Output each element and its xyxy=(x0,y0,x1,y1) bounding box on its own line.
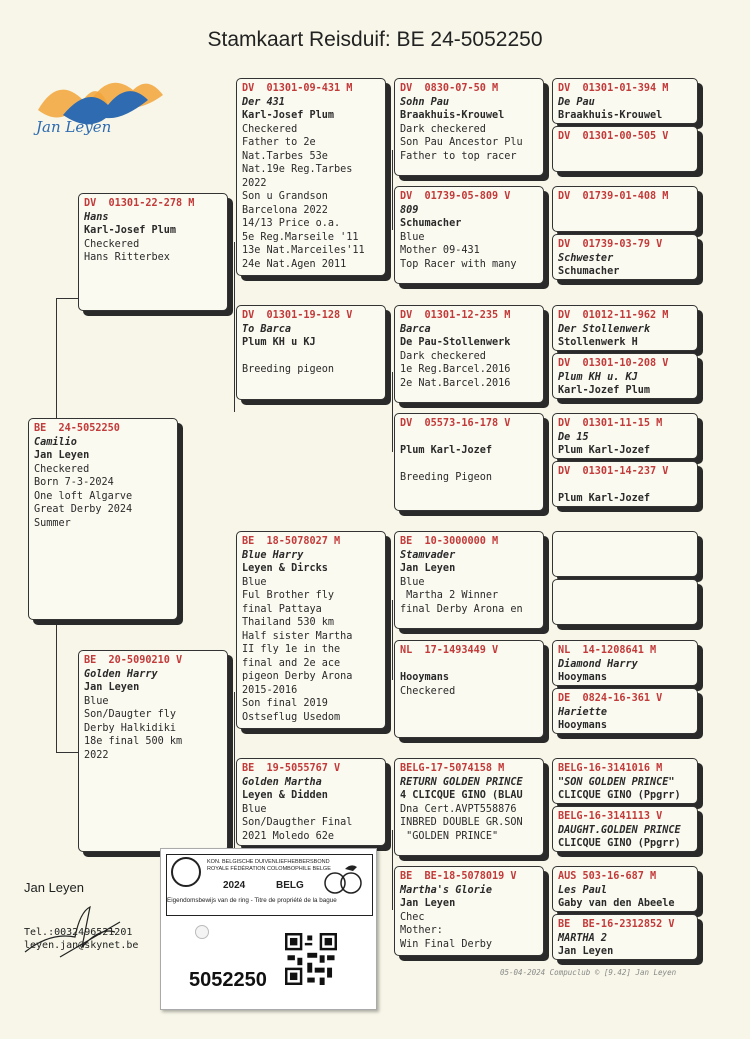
pigeon-info: Son final 2019 xyxy=(242,698,328,709)
connector xyxy=(392,150,393,230)
pigeon-info: INBRED DOUBLE GR.SON xyxy=(400,817,523,828)
ring-number: BE 18-5078027 M xyxy=(242,536,341,547)
pigeon-card-g11[interactable] xyxy=(552,640,698,686)
pigeon-owner: Karl-Josef Plum xyxy=(242,110,335,121)
pigeon-card-ds[interactable] xyxy=(236,531,386,729)
federation-name-fr: ROYALE FÉDÉRATION COLOMBOPHILE BELGE xyxy=(207,866,331,872)
pigeon-name: Der 431 xyxy=(242,96,285,108)
ring-number: DV 01301-00-505 V xyxy=(558,131,669,142)
pigeon-owner: Hooymans xyxy=(400,672,450,683)
pigeon-card-g15[interactable] xyxy=(552,866,698,912)
pigeon-info: Father to top racer xyxy=(400,150,517,162)
pigeon-info: Chec xyxy=(400,911,425,923)
footer-text: 05-04-2024 Compuclub © [9.42] Jan Leyen xyxy=(500,968,677,977)
pigeon-name: De 15 xyxy=(558,431,589,443)
federation-name-nl: KON. BELGISCHE DUIVENLIEFHEBBERSBOND xyxy=(207,859,330,865)
pigeon-card-ssd[interactable] xyxy=(394,186,544,284)
pigeon-info: Breeding Pigeon xyxy=(400,472,493,483)
pigeon-name: Golden Martha xyxy=(242,776,322,788)
pigeon-owner: Jan Leyen xyxy=(400,563,456,574)
pigeon-info: Checkered xyxy=(84,238,140,250)
ring-number: DV 01301-11-15 M xyxy=(558,418,663,429)
pigeon-owner: Jan Leyen xyxy=(558,946,614,957)
pigeon-info: Blue xyxy=(242,576,267,588)
pigeon-owner: Schumacher xyxy=(558,266,620,277)
pigeon-owner: CLICQUE GINO (Ppgrr) xyxy=(558,790,681,801)
pigeon-card-subject[interactable] xyxy=(28,418,178,620)
pigeon-info: Blue xyxy=(84,695,109,707)
pigeon-info: Nat.19e Reg.Tarbes xyxy=(242,164,353,175)
pigeon-info: Nat.Tarbes 53e xyxy=(242,150,328,162)
pigeon-name: Barca xyxy=(400,323,431,335)
pigeon-card-sd[interactable] xyxy=(236,305,386,400)
pigeon-name: Schwester xyxy=(558,252,614,264)
pigeon-owner: Schumacher xyxy=(400,218,462,229)
ring-number: NL 17-1493449 V xyxy=(400,645,499,656)
pigeon-info: Derby Halkidiki xyxy=(84,722,177,734)
pigeon-info: Dark checkered xyxy=(400,350,486,362)
pigeon-info: pigeon Derby Arona xyxy=(242,671,353,682)
ring-number: BELG-16-3141016 M xyxy=(558,763,663,774)
pigeon-name: MARTHA 2 xyxy=(558,932,608,944)
pigeon-info: Great Derby 2024 xyxy=(34,504,133,515)
pigeon-info: Dark checkered xyxy=(400,123,486,135)
pigeon-owner: Leyen & Didden xyxy=(242,790,328,801)
pigeon-name: "SON GOLDEN PRINCE" xyxy=(558,776,675,788)
pigeon-owner: Jan Leyen xyxy=(84,682,140,693)
pigeon-card-ss[interactable] xyxy=(236,78,386,276)
pigeon-info: II fly 1e in the xyxy=(242,644,341,655)
pigeon-info: 13e Nat.Marceiles'11 xyxy=(242,245,365,256)
pigeon-card-g5[interactable] xyxy=(552,305,698,351)
connector xyxy=(234,692,235,862)
pigeon-info: Summer xyxy=(34,517,71,529)
pigeon-card-ddd[interactable] xyxy=(394,866,544,956)
pigeon-name xyxy=(558,479,692,493)
ring-number: DV 01739-01-408 M xyxy=(558,191,669,202)
pigeon-name: Plum KH u. KJ xyxy=(558,371,638,383)
pigeon-info: Blue xyxy=(400,231,425,243)
ring-number: DV 01301-22-278 M xyxy=(84,198,195,209)
pigeon-card-g9[interactable] xyxy=(552,531,698,577)
connector xyxy=(392,372,393,452)
ring-year: 2024 xyxy=(223,880,246,891)
ownership-caption: Eigendomsbewijs van de ring - Titre de propriété de la bague xyxy=(167,897,337,904)
pigeon-card-g7[interactable] xyxy=(552,413,698,459)
pigeon-info: Son/Daugter fly xyxy=(84,709,177,720)
federation-name xyxy=(207,859,331,873)
pigeon-info xyxy=(400,458,538,472)
punch-hole xyxy=(195,925,209,939)
ring-number: BELG-17-5074158 M xyxy=(400,763,505,774)
pigeon-owner: Jan Leyen xyxy=(34,450,90,461)
pigeon-info: 14/13 Price o.a. xyxy=(242,218,341,229)
connector xyxy=(56,620,57,752)
pigeon-info: 5e Reg.Marseile '11 xyxy=(242,231,359,243)
signature-icon xyxy=(20,902,130,962)
pigeon-info: Martha 2 Winner xyxy=(400,590,499,601)
pigeon-owner: Plum Karl-Jozef xyxy=(400,445,493,456)
pigeon-owner: Leyen & Dircks xyxy=(242,563,328,574)
logo-text: Jan Leyen xyxy=(36,118,112,136)
page-title: Stamkaart Reisduif: BE 24-5052250 xyxy=(207,28,543,51)
pigeon-info: "GOLDEN PRINCE" xyxy=(400,830,499,842)
ring-number: BE 24-5052250 xyxy=(34,423,120,434)
pigeon-card-g8[interactable] xyxy=(552,461,698,507)
pigeon-name: Martha's Glorie xyxy=(400,884,493,896)
pigeon-info: 1e Reg.Barcel.2016 xyxy=(400,364,511,375)
owner-email[interactable]: leyen.jan@skynet.be xyxy=(24,940,139,951)
pigeon-info: Breeding pigeon xyxy=(242,364,335,375)
pigeon-name: Stamvader xyxy=(400,549,456,561)
pigeon-info: 18e final 500 km xyxy=(84,736,183,747)
pigeon-info: Barcelona 2022 xyxy=(242,204,328,216)
pigeon-name: Diamond Harry xyxy=(558,658,638,670)
pigeon-info: 2015-2016 xyxy=(242,684,298,696)
pigeon-name: Golden Harry xyxy=(84,668,158,680)
pigeon-name: Blue Harry xyxy=(242,549,304,561)
pigeon-card-dd[interactable] xyxy=(236,758,386,846)
ring-number: DV 01739-03-79 V xyxy=(558,239,663,250)
pigeon-owner: Gaby van den Abeele xyxy=(558,898,675,909)
pigeon-card-sire[interactable] xyxy=(78,193,228,311)
pigeon-card-g2[interactable] xyxy=(552,126,698,172)
pigeon-info: 2e Nat.Barcel.2016 xyxy=(400,377,511,389)
pigeon-name: Camilio xyxy=(34,436,77,448)
pigeon-name: RETURN GOLDEN PRINCE xyxy=(400,776,523,788)
pigeon-info: Hans Ritterbex xyxy=(84,252,170,263)
pigeon-info: 2021 Moledo 62e xyxy=(242,830,335,842)
pigeon-name: Sohn Pau xyxy=(400,96,450,108)
pigeon-info: Born 7-3-2024 xyxy=(34,477,114,488)
pigeon-owner: Jan Leyen xyxy=(400,898,456,909)
pigeon-card-g10[interactable] xyxy=(552,579,698,625)
pigeon-owner: CLICQUE GINO (Ppgrr) xyxy=(558,838,681,849)
pigeon-card-dss[interactable] xyxy=(394,531,544,629)
pigeon-owner: Hooymans xyxy=(558,672,608,683)
ring-number: BE 10-3000000 M xyxy=(400,536,499,547)
ring-number: AUS 503-16-687 M xyxy=(558,871,657,882)
pigeon-card-g13[interactable] xyxy=(552,758,698,804)
pigeon-owner: Stollenwerk H xyxy=(558,337,638,348)
pigeon-card-dsd[interactable] xyxy=(394,640,544,738)
ring-number: DV 01301-14-237 V xyxy=(558,466,669,477)
pigeon-name xyxy=(400,431,538,445)
pigeon-name: 809 xyxy=(400,204,419,216)
pigeon-card-sds[interactable] xyxy=(394,305,544,403)
ring-country: BELG xyxy=(276,880,304,891)
pigeon-info xyxy=(242,350,380,364)
pigeon-name: To Barca xyxy=(242,323,292,335)
ring-number: DV 0830-07-50 M xyxy=(400,83,499,94)
pigeon-name: Hariette xyxy=(558,706,608,718)
pigeon-card-g6[interactable] xyxy=(552,353,698,399)
pigeon-owner: Plum Karl-Jozef xyxy=(558,493,651,504)
pigeon-owner: Karl-Josef Plum xyxy=(84,225,177,236)
ring-number: DV 05573-16-178 V xyxy=(400,418,511,429)
pigeon-info: Half sister Martha xyxy=(242,630,353,642)
pigeon-info: One loft Algarve xyxy=(34,490,133,502)
connector xyxy=(234,242,235,412)
pigeon-info: 2022 xyxy=(84,749,109,761)
pigeon-name xyxy=(400,658,538,672)
ring-number: DE 0824-16-361 V xyxy=(558,693,663,704)
connector xyxy=(56,298,57,420)
pigeon-info: Son u Grandson xyxy=(242,191,328,202)
pigeon-card-g3[interactable] xyxy=(552,186,698,232)
pigeon-info: Ostseflug Usedom xyxy=(242,711,341,723)
pigeon-owner: Plum KH u KJ xyxy=(242,337,316,348)
ring-number: DV 01301-12-235 M xyxy=(400,310,511,321)
ring-number: BE BE-18-5078019 V xyxy=(400,871,517,882)
pigeon-card-g12[interactable] xyxy=(552,688,698,734)
pigeon-info: Checkered xyxy=(34,463,90,475)
pigeon-info: final Derby Arona en xyxy=(400,603,523,615)
pigeon-info: Checkered xyxy=(242,123,298,135)
connector xyxy=(392,600,393,680)
pigeon-owner: 4 CLICQUE GINO (BLAU xyxy=(400,790,523,801)
pigeon-info: Checkered xyxy=(400,685,456,697)
pigeon-info: Father to 2e xyxy=(242,137,316,148)
pigeon-owner: Braakhuis-Krouwel xyxy=(400,110,505,121)
ring-number: BE 20-5090210 V xyxy=(84,655,183,666)
pigeon-owner: Hooymans xyxy=(558,720,608,731)
pigeon-card-g1[interactable] xyxy=(552,78,698,124)
pigeon-name: De Pau xyxy=(558,96,595,108)
ring-number: DV 01301-01-394 M xyxy=(558,83,669,94)
pigeon-info: Win Final Derby xyxy=(400,938,493,950)
pigeon-info: Mother 09-431 xyxy=(400,245,480,256)
pigeon-card-sdd[interactable] xyxy=(394,413,544,511)
pigeon-info: Thailand 530 km xyxy=(242,617,335,628)
ring-ownership-card xyxy=(160,848,377,1010)
connector xyxy=(56,298,80,299)
pigeon-info: Dna Cert.AVPT558876 xyxy=(400,803,517,815)
pigeon-card-dam[interactable] xyxy=(78,650,228,852)
ring-number: BE BE-16-2312852 V xyxy=(558,919,675,930)
pigeon-info: final and 2e ace xyxy=(242,657,341,669)
ring-number: BE 19-5055767 V xyxy=(242,763,341,774)
pigeon-name: DAUGHT.GOLDEN PRINCE xyxy=(558,824,681,836)
ring-number: DV 01739-05-809 V xyxy=(400,191,511,202)
connector xyxy=(392,830,393,910)
qr-code-icon xyxy=(285,933,337,985)
federation-emblem-icon xyxy=(171,857,201,887)
pigeon-info: Top Racer with many xyxy=(400,258,517,270)
pigeon-card-g14[interactable] xyxy=(552,806,698,852)
pigeon-info: 2022 xyxy=(242,177,267,189)
pigeon-owner: Karl-Jozef Plum xyxy=(558,385,651,396)
pigeon-info: 24e Nat.Agen 2011 xyxy=(242,258,347,270)
ring-number-large: 5052250 xyxy=(189,969,267,991)
pigeon-info: final Pattaya xyxy=(242,603,322,615)
pigeon-info: Son Pau Ancestor Plu xyxy=(400,137,523,148)
connector xyxy=(56,752,80,753)
pigeon-info: Son/Daugther Final xyxy=(242,817,353,828)
ring-number: DV 01301-10-208 V xyxy=(558,358,669,369)
pigeon-card-g4[interactable] xyxy=(552,234,698,280)
pigeon-owner: Plum Karl-Jozef xyxy=(558,445,651,456)
ring-number: DV 01301-09-431 M xyxy=(242,83,353,94)
pigeon-name: Hans xyxy=(84,211,109,223)
pigeon-card-sss[interactable] xyxy=(394,78,544,176)
pigeon-info: Blue xyxy=(400,576,425,588)
ring-number: BELG-16-3141113 V xyxy=(558,811,663,822)
pigeon-owner: De Pau-Stollenwerk xyxy=(400,337,511,348)
ring-number: DV 01012-11-962 M xyxy=(558,310,669,321)
pigeon-name: Les Paul xyxy=(558,884,608,896)
owner-phone: Tel.:0032496521201 xyxy=(24,927,133,938)
ring-number: DV 01301-19-128 V xyxy=(242,310,353,321)
pigeon-card-g16[interactable] xyxy=(552,914,698,960)
pigeon-info: Mother: xyxy=(400,925,443,936)
ring-number: NL 14-1208641 M xyxy=(558,645,657,656)
owner-name: Jan Leyen xyxy=(24,880,84,895)
pigeon-info: Ful Brother fly xyxy=(242,590,335,601)
pigeon-name: Der Stollenwerk xyxy=(558,323,651,335)
pigeon-info: Blue xyxy=(242,803,267,815)
pigeon-card-dds[interactable] xyxy=(394,758,544,856)
pigeon-owner: Braakhuis-Krouwel xyxy=(558,110,663,121)
pigeon-emblem-icon xyxy=(323,861,363,897)
